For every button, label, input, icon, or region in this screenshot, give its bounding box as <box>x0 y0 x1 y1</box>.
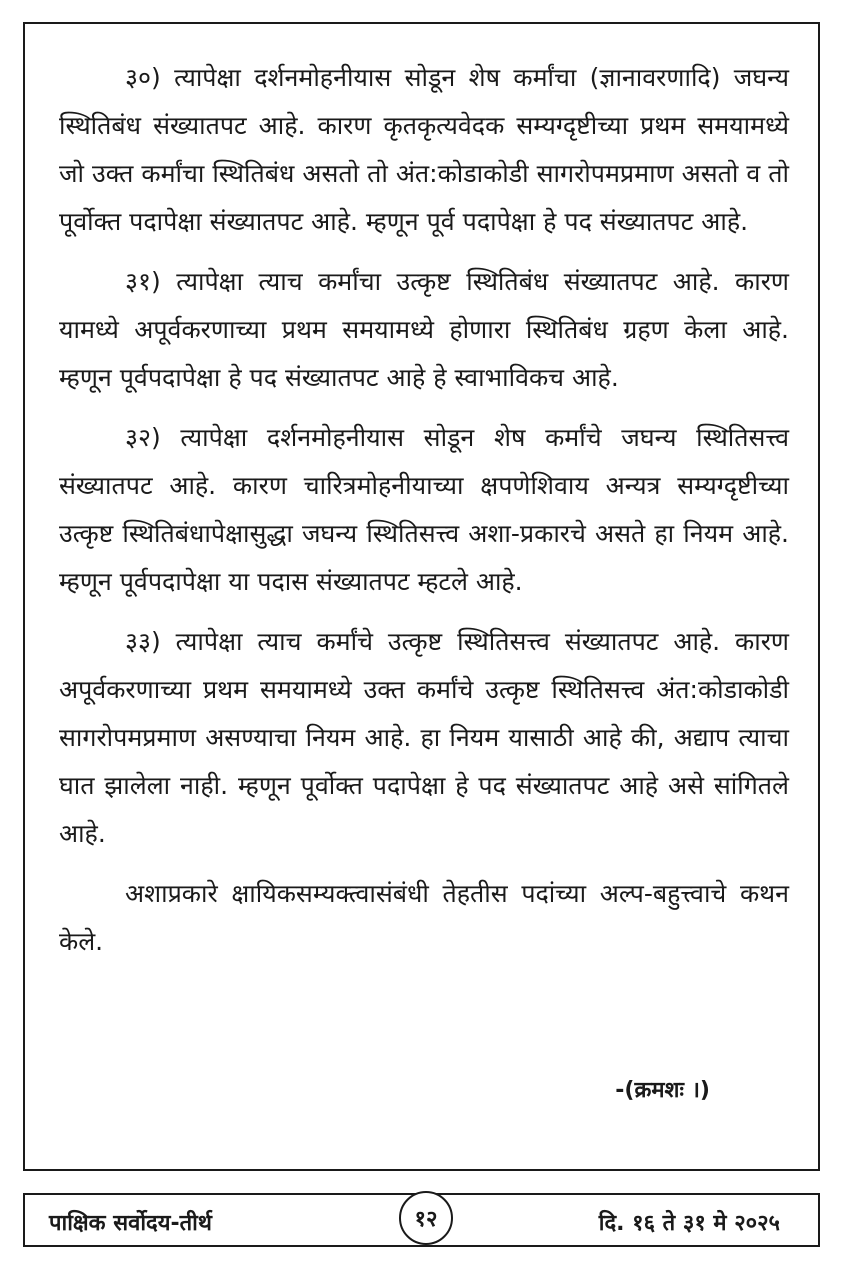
paragraph-33: ३३) त्यापेक्षा त्याच कर्मांचे उत्कृष्ट स्थितिसत्त्व संख्यातपट आहे. कारण अपूर्वकरणाच्या प्रथम समयामध्ये उक्त कर्मांचे उत्कृष्ट स्थितिसत्त्व अंत:कोडाकोडी सागरोपमप्रमाण असण्याचा नियम आहे. हा नियम यासाठी आहे की, अद्याप त्याचा घात झालेला नाही. म्हणून पूर्वोक्त पदापेक्षा हे पद संख्यातपट आहे असे सांगितले आहे. <box>59 627 789 848</box>
continued-mark: -(क्रमशः ।) <box>615 1078 710 1103</box>
paragraph-31: ३१) त्यापेक्षा त्याच कर्मांचा उत्कृष्ट स्थितिबंध संख्यातपट आहे. कारण यामध्ये अपूर्वकरणाच्या प्रथम समयामध्ये होणारा स्थितिबंध ग्रहण केला आहे. म्हणून पूर्वपदापेक्षा हे पद संख्यातपट आहे हे स्वाभाविकच आहे. <box>59 267 789 392</box>
publication-title: पाक्षिक सर्वोदय-तीर्थ <box>49 1211 212 1236</box>
page-footer <box>23 1193 820 1247</box>
paragraph-32: ३२) त्यापेक्षा दर्शनमोहनीयास सोडून शेष कर्मांचे जघन्य स्थितिसत्त्व संख्यातपट आहे. कारण चारित्रमोहनीयाच्या क्षपणेशिवाय अन्यत्र सम्यग्दृष्टीच्या उत्कृष्ट स्थितिबंधापेक्षासुद्धा जघन्य स्थितिसत्त्व अशा-प्रकारचे असते हा नियम आहे. म्हणून पूर्वपदापेक्षा या पदास संख्यातपट म्हटले आहे. <box>59 423 789 596</box>
issue-date: दि. १६ ते ३१ मे २०२५ <box>598 1211 780 1236</box>
paragraph-30: ३०) त्यापेक्षा दर्शनमोहनीयास सोडून शेष कर्मांचा (ज्ञानावरणादि) जघन्य स्थितिबंध संख्यातपट आहे. कारण कृतकृत्यवेदक सम्यग्दृष्टीच्या प्रथम समयामध्ये जो उक्त कर्मांचा स्थितिबंध असतो तो अंत:कोडाकोडी सागरोपमप्रमाण असतो व तो पूर्वोक्त पदापेक्षा संख्यातपट आहे. म्हणून पूर्व पदापेक्षा हे पद संख्यातपट आहे. <box>59 63 789 236</box>
paragraph-conclusion: अशाप्रकारे क्षायिकसम्यक्त्वासंबंधी तेहतीस पदांच्या अल्प-बहुत्त्वाचे कथन केले. <box>59 879 789 956</box>
article-body <box>59 54 789 966</box>
page-number: १२ <box>399 1191 453 1245</box>
main-content-frame <box>23 22 820 1171</box>
